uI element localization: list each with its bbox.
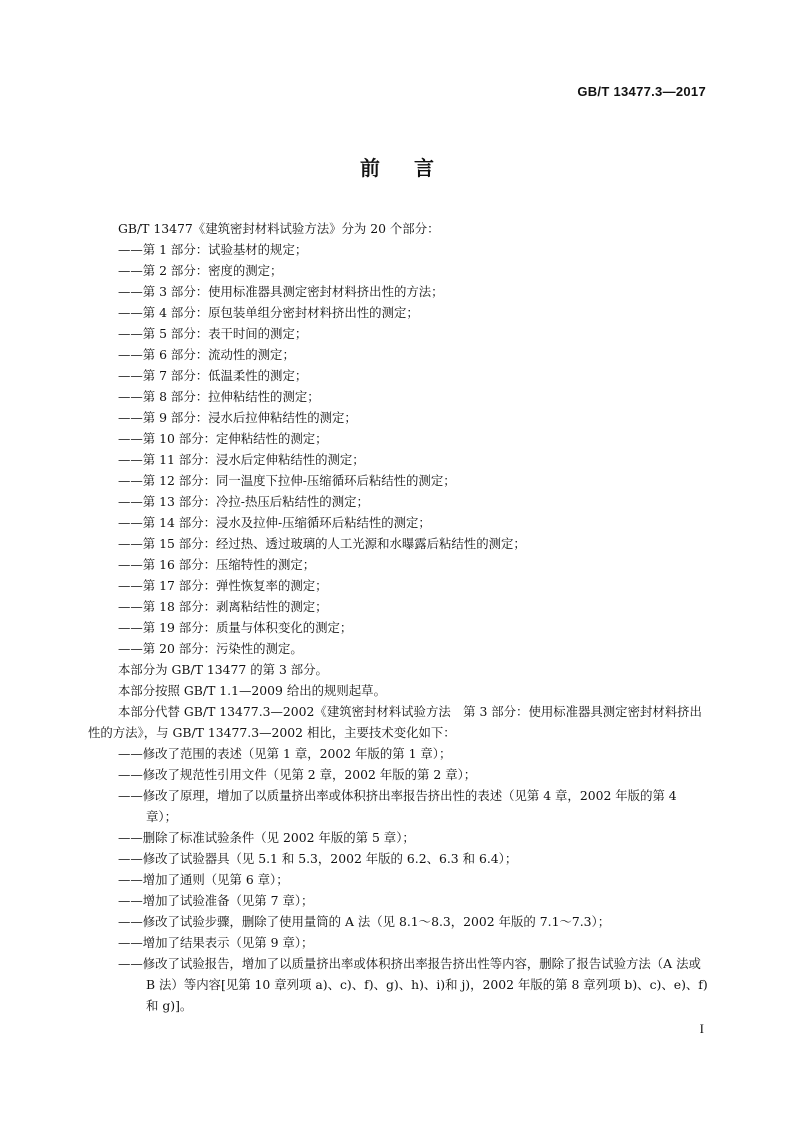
- list-item: ——修改了范围的表述（见第 1 章，2002 年版的第 1 章）；: [118, 746, 452, 761]
- page-title: 前言: [360, 156, 468, 180]
- list-item: ——增加了通则（见第 6 章）；: [118, 872, 289, 887]
- list-item: ——第 18 部分：剥离粘结性的测定；: [118, 599, 328, 614]
- page-number: I: [699, 1021, 704, 1036]
- list-item: ——第 13 部分：冷拉-热压后粘结性的测定；: [118, 494, 369, 509]
- list-item: ——第 16 部分：压缩特性的测定；: [118, 557, 316, 572]
- list-item: ——第 6 部分：流动性的测定；: [118, 347, 295, 362]
- list-item: ——第 17 部分：弹性恢复率的测定；: [118, 578, 328, 593]
- list-item: ——修改了试验报告，增加了以质量挤出率或体积挤出率报告挤出性等内容，删除了报告试验方法（A 法或 B 法）等内容[见第 10 章列项 a)、c)、f)、g)、h)、i)和 j)，2002 年版的第 8 章列项 b)、c)、e)、f)和 g)]。: [118, 956, 708, 1013]
- list-item: ——修改了原理，增加了以质量挤出率或体积挤出率报告挤出性的表述（见第 4 章，2002 年版的第 4 章）；: [118, 788, 677, 824]
- list-item: ——第 11 部分：浸水后定伸粘结性的测定；: [118, 452, 365, 467]
- list-item: ——第 5 部分：表干时间的测定；: [118, 326, 308, 341]
- list-item: ——第 14 部分：浸水及拉伸-压缩循环后粘结性的测定；: [118, 515, 431, 530]
- document-body: [88, 218, 708, 1016]
- replaces-statement: 本部分代替 GB/T 13477.3—2002《建筑密封材料试验方法 第 3 部分：使用标准器具测定密封材料挤出性的方法》，与 GB/T 13477.3—2002 相比，主要技术变化如下：: [88, 704, 702, 740]
- list-item: ——修改了试验器具（见 5.1 和 5.3，2002 年版的 6.2、6.3 和 6.4）；: [118, 851, 518, 866]
- list-item: ——第 12 部分：同一温度下拉伸-压缩循环后粘结性的测定；: [118, 473, 456, 488]
- standard-number: GB/T 13477.3—2017: [577, 84, 706, 99]
- list-item: ——第 3 部分：使用标准器具测定密封材料挤出性的方法；: [118, 284, 444, 299]
- list-item: ——修改了规范性引用文件（见第 2 章，2002 年版的第 2 章）；: [118, 767, 477, 782]
- list-item: ——第 2 部分：密度的测定；: [118, 263, 283, 278]
- intro-paragraph: GB/T 13477《建筑密封材料试验方法》分为 20 个部分：: [118, 221, 440, 236]
- list-item: ——第 19 部分：质量与体积变化的测定；: [118, 620, 353, 635]
- list-item: ——第 9 部分：浸水后拉伸粘结性的测定；: [118, 410, 357, 425]
- changes-list: [88, 743, 708, 1016]
- list-item: ——第 1 部分：试验基材的规定；: [118, 242, 308, 257]
- part-statement: 本部分为 GB/T 13477 的第 3 部分。: [118, 662, 328, 677]
- list-item: ——增加了试验准备（见第 7 章）；: [118, 893, 314, 908]
- list-item: ——第 10 部分：定伸粘结性的测定；: [118, 431, 328, 446]
- list-item: ——第 8 部分：拉伸粘结性的测定；: [118, 389, 320, 404]
- list-item: ——第 7 部分：低温柔性的测定；: [118, 368, 308, 383]
- list-item: ——第 4 部分：原包装单组分密封材料挤出性的测定；: [118, 305, 419, 320]
- drafting-statement: 本部分按照 GB/T 1.1—2009 给出的规则起草。: [118, 683, 386, 698]
- list-item: ——删除了标准试验条件（见 2002 年版的第 5 章）；: [118, 830, 415, 845]
- list-item: ——第 15 部分：经过热、透过玻璃的人工光源和水曝露后粘结性的测定；: [118, 536, 526, 551]
- list-item: ——修改了试验步骤，删除了使用量筒的 A 法（见 8.1～8.3，2002 年版的 7.1～7.3）；: [118, 914, 611, 929]
- list-item: ——增加了结果表示（见第 9 章）；: [118, 935, 314, 950]
- list-item: ——第 20 部分：污染性的测定。: [118, 641, 303, 656]
- parts-list: [88, 239, 708, 659]
